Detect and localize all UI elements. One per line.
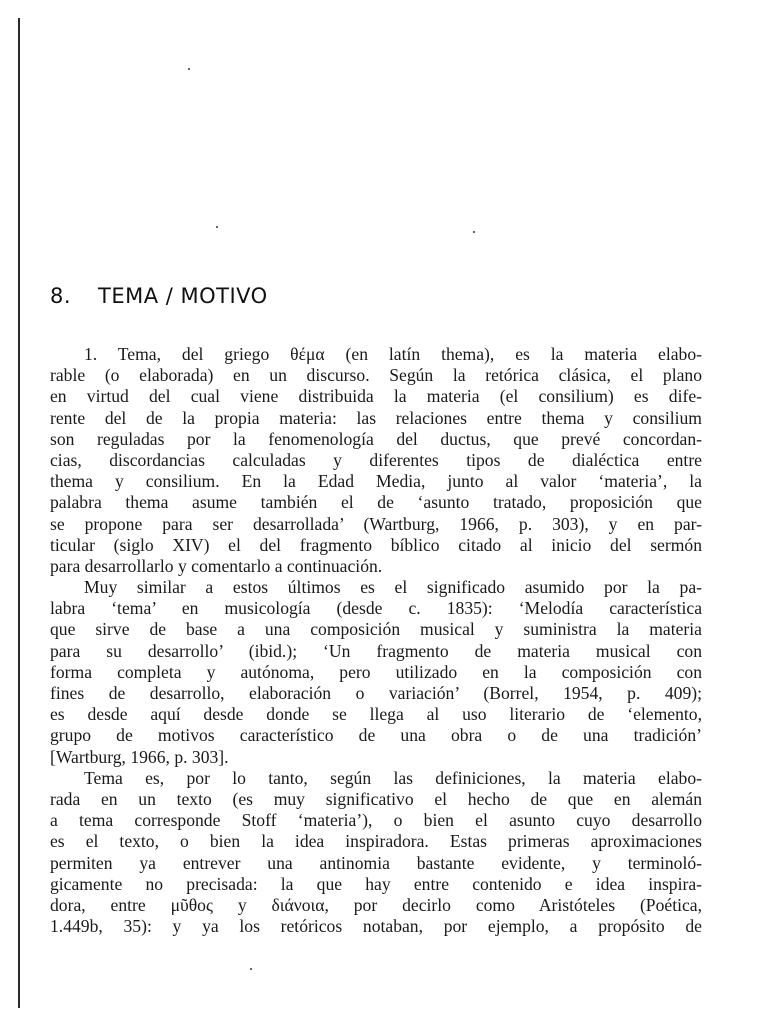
text-line: ticular (siglo XIV) el del fragmento bíblico citado al inicio del sermón (50, 534, 702, 555)
text-line: rada en un texto (es muy significativo el hecho de que en alemán (50, 788, 702, 809)
text-line: forma completa y autónoma, pero utilizado en la composición con (50, 661, 702, 682)
scan-speck (250, 968, 252, 970)
text-line: en virtud del cual viene distribuida la materia (el consilium) es dife- (50, 386, 702, 407)
text-line: 1. Tema, del griego θέμα (en latín thema), es la materia elabo- (84, 344, 702, 364)
text-line: [Wartburg, 1966, p. 303]. (50, 746, 229, 767)
text-line: Muy similar a estos últimos es el significado asumido por la pa- (84, 577, 702, 598)
text-line: Tema es, por lo tanto, según las definiciones, la materia elabo- (84, 767, 702, 788)
text-line: palabra thema asume también el de ‘asunto tratado, proposición que (50, 492, 702, 513)
section-title: TEMA / MOTIVO (98, 284, 268, 308)
text-line: fines de desarrollo, elaboración o variación’ (Borrel, 1954, p. 409); (50, 683, 702, 703)
text-line: rente del de la propia materia: las relaciones entre thema y consilium (50, 407, 702, 428)
scan-speck (216, 226, 218, 228)
text-line: labra ‘tema’ en musicología (desde c. 1835): ‘Melodía característica (50, 598, 702, 619)
section-number: 8. (50, 284, 72, 308)
text-line: thema y consilium. En la Edad Media, junto al valor ‘materia’, la (50, 471, 702, 492)
text-line: para desarrollarlo y comentarlo a continuación. (50, 555, 383, 576)
text-line: es desde aquí desde donde se llega al uso literario de ‘elemento, (50, 704, 702, 725)
text-line: cias, discordancias calculadas y diferentes tipos de dialéctica entre (50, 449, 702, 470)
text-line: rable (o elaborada) en un discurso. Según la retórica clásica, el plano (50, 365, 702, 386)
text-line: a tema corresponde Stoff ‘materia’), o bien el asunto cuyo desarrollo (50, 810, 702, 831)
text-line: que sirve de base a una composición musical y suministra la materia (50, 619, 702, 640)
text-line: dora, entre μῦθος y διάνοια, por decirlo como Aristóteles (Poética, (50, 894, 702, 915)
text-line: son reguladas por la fenomenología del ductus, que prevé concordan- (50, 428, 702, 449)
text-line: es el texto, o bien la idea inspiradora. Estas primeras aproximaciones (50, 831, 702, 852)
scan-speck (473, 231, 475, 233)
text-line: para su desarrollo’ (ibid.); ‘Un fragmento de materia musical con (50, 640, 702, 661)
section-heading (50, 284, 268, 308)
text-line: grupo de motivos característico de una obra o de una tradición’ (50, 725, 702, 746)
scan-speck (188, 68, 190, 70)
text-line: gicamente no precisada: la que hay entre contenido e idea inspira- (50, 873, 702, 894)
text-line: 1.449b, 35): y ya los retóricos notaban, por ejemplo, a propósito de (50, 916, 702, 937)
page-binding-edge (18, 18, 20, 1008)
body-text (50, 344, 702, 937)
text-line: permiten ya entrever una antinomia bastante evidente, y terminoló- (50, 852, 702, 873)
text-line: se propone para ser desarrollada’ (Wartburg, 1966, p. 303), y en par- (50, 513, 702, 534)
